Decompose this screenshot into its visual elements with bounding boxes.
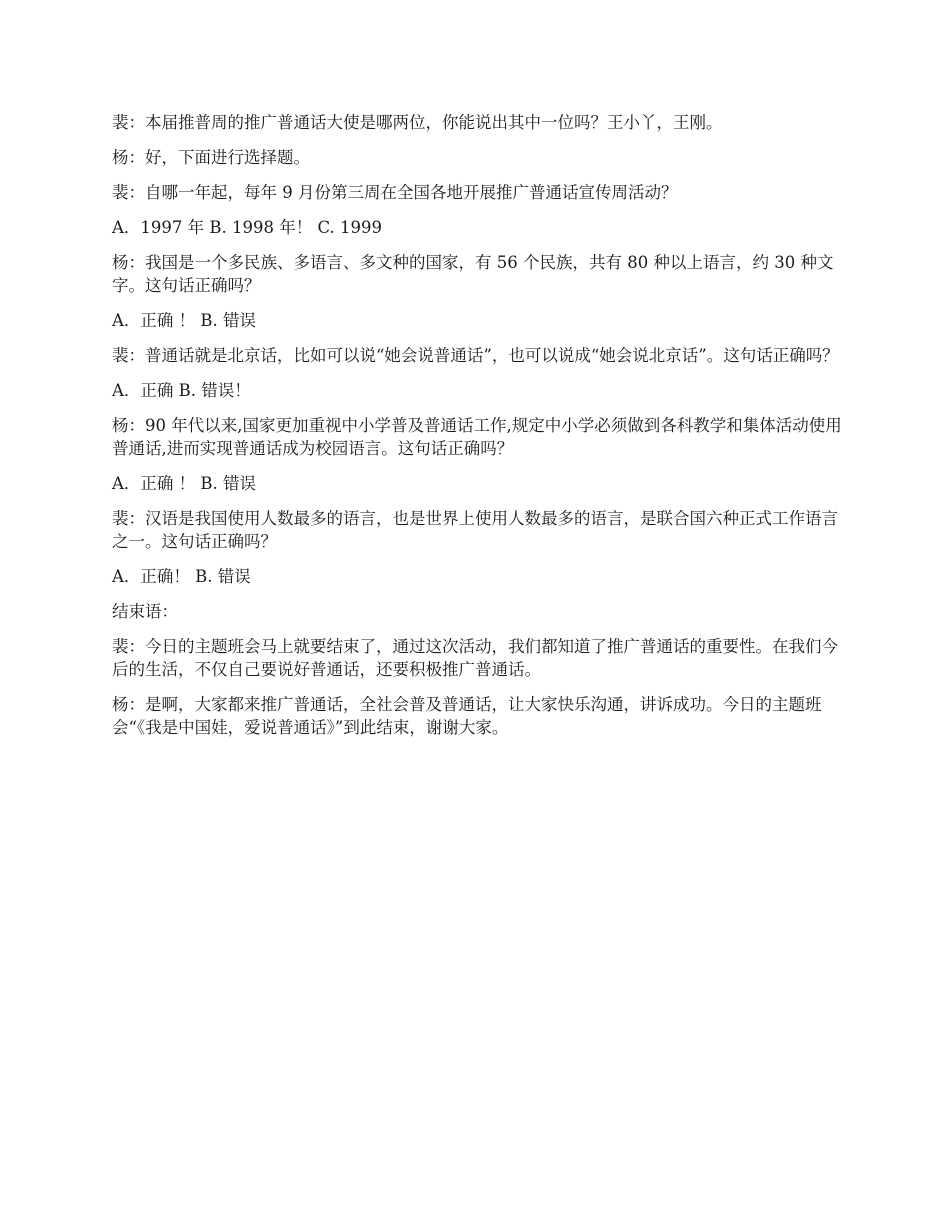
paragraph-ambassador-question: 裴：本届推普周的推广普通话大使是哪两位，你能说出其中一位吗？王小丫，王刚。 — [112, 113, 723, 132]
paragraph-question-school: 杨：90 年代以来,国家更加重视中小学普及普通话工作,规定中小学必须做到各科教学和集体活动使用普通话,进而实现普通话成为校园语言。这句话正确吗？ — [112, 416, 842, 458]
paragraph-closing-pei: 裴：今日的主题班会马上就要结束了，通过这次活动，我们都知道了推广普通话的重要性。在我们今后的生活，不仅自己要说好普通话，还要积极推广普通话。 — [112, 637, 838, 679]
paragraph-question-ethnic: 杨：我国是一个多民族、多语言、多文种的国家，有 56 个民族，共有 80 种以上语言，约 30 种文字。这句话正确吗？ — [112, 253, 834, 295]
paragraph-closing-yang: 杨：是啊，大家都来推广普通话，全社会普及普通话，让大家快乐沟通，讲诉成功。今日的主题班会“《我是中国娃，爱说普通话》”到此结束，谢谢大家。 — [112, 695, 822, 737]
paragraph-answer-school: A．正确 ！ B. 错误 — [112, 474, 257, 493]
document-body — [112, 111, 842, 751]
paragraph-answer-chinese: A．正确！ B. 错误 — [112, 567, 251, 586]
paragraph-choice-intro: 杨：好，下面进行选择题。 — [112, 148, 310, 167]
paragraph-question-year: 裴：自哪一年起，每年 9 月份第三周在全国各地开展推广普通话宣传周活动？ — [112, 183, 678, 202]
paragraph-question-chinese: 裴：汉语是我国使用人数最多的语言，也是世界上使用人数最多的语言，是联合国六种正式工作语言之一。这句话正确吗？ — [112, 509, 838, 551]
paragraph-answer-beijing: A．正确 B. 错误！ — [112, 381, 251, 400]
paragraph-closing-heading: 结束语： — [112, 602, 178, 621]
paragraph-answer-ethnic: A．正确 ！ B. 错误 — [112, 311, 257, 330]
paragraph-answer-year: A．1997 年 B. 1998 年！ C. 1999 — [112, 218, 383, 237]
paragraph-question-beijing: 裴：普通话就是北京话，比如可以说“她会说普通话”，也可以说成“她会说北京话”。这句话正确吗？ — [112, 346, 839, 365]
